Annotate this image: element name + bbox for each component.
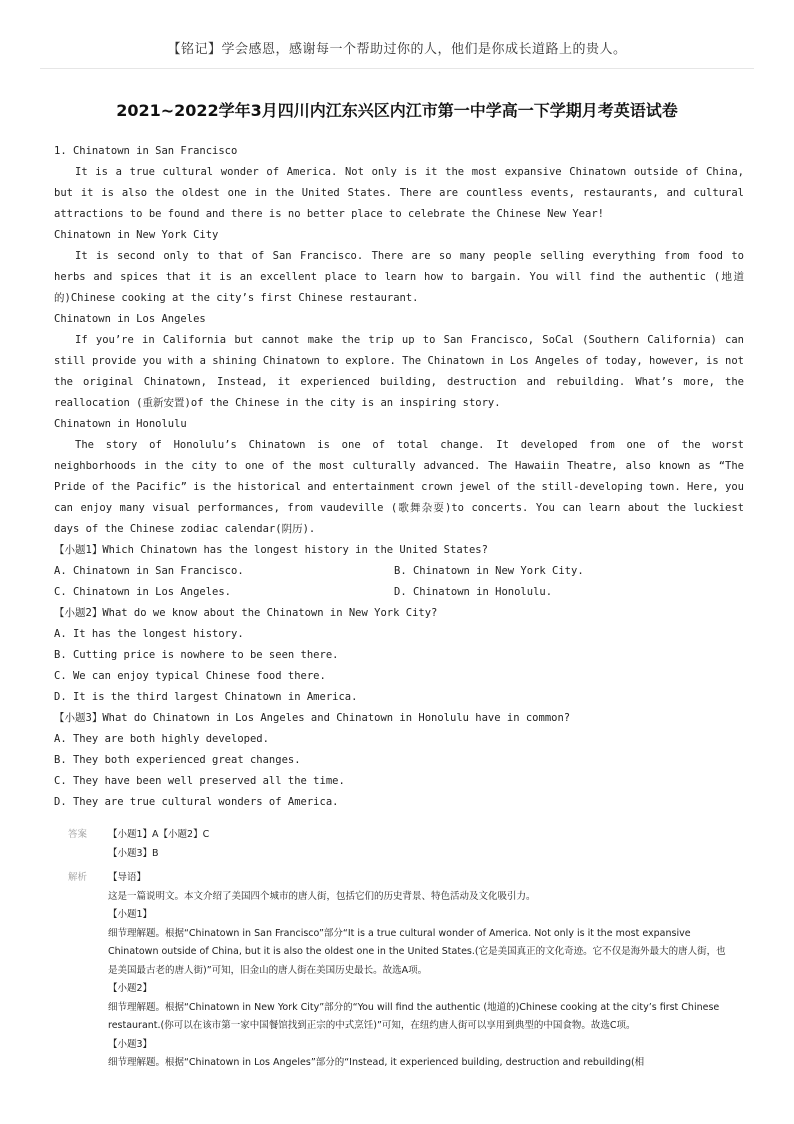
analysis-sub1-tag: 【小题1】 [108, 909, 153, 920]
passage-heading-ny: Chinatown in New York City [54, 229, 219, 241]
analysis-sub2-tag: 【小题2】 [108, 983, 153, 994]
answer-line-1: 【小题1】A【小题2】C [108, 829, 210, 840]
analysis-section [68, 869, 728, 1073]
question-1-options-row-2 [54, 582, 744, 603]
question-2-option-a[interactable]: A. It has the longest history. [54, 628, 244, 640]
analysis-label: 解析 [68, 872, 88, 883]
passage-paragraph-ny: It is second only to that of San Francisco. There are so many people selling everything from food to herbs and spices that it is an excellent place to learn how to bargain. You will find the authentic (地道的)Chinese cooking at the city’s first Chinese restaurant. [54, 250, 744, 304]
passage-paragraph-sf: It is a true cultural wonder of America. Not only is it the most expansive Chinatown outside of China, but it is also the oldest one in the United States. There are countless events, restaurants, and cultural attractions to be found and there is no better place to celebrate the Chinese New Year! [54, 166, 744, 220]
question-2-stem: 【小题2】What do we know about the Chinatown in New York City? [54, 607, 438, 619]
question-1-option-c[interactable]: C. Chinatown in Los Angeles. [54, 586, 232, 598]
passage-paragraph-la: If you’re in California but cannot make the trip up to San Francisco, SoCal (Southern California) can still provide you with a shining Chinatown to explore. The Chinatown in Los Angeles of today, however, is not the original Chinatown, Instead, it experienced building, destruction and rebuilding. What’s more, the reallocation (重新安置)of the Chinese in the city is an inspiring story. [54, 334, 744, 409]
question-content [54, 141, 744, 813]
question-2-option-b[interactable]: B. Cutting price is nowhere to be seen there. [54, 649, 339, 661]
header-motto: 【铭记】学会感恩，感谢每一个帮助过你的人，他们是你成长道路上的贵人。 [167, 42, 627, 57]
analysis-guide-tag: 【导语】 [108, 872, 147, 883]
question-1-option-a[interactable]: A. Chinatown in San Francisco. [54, 565, 244, 577]
question-1-options-row-1 [54, 561, 744, 582]
passage-heading-hnl: Chinatown in Honolulu [54, 418, 187, 430]
analysis-body [108, 869, 728, 1073]
question-2-option-d[interactable]: D. It is the third largest Chinatown in America. [54, 691, 358, 703]
passage-heading-la: Chinatown in Los Angeles [54, 313, 206, 325]
answer-line-2: 【小题3】B [108, 847, 159, 859]
analysis-guide-text: 这是一篇说明文。本文介绍了美国四个城市的唐人街，包括它们的历史背景、特色活动及文化吸引力。 [108, 890, 536, 902]
question-1-stem: 【小题1】Which Chinatown has the longest history in the United States? [54, 544, 488, 556]
question-1-option-b[interactable]: B. Chinatown in New York City. [394, 565, 584, 577]
passage-paragraph-hnl: The story of Honolulu’s Chinatown is one of total change. It developed from one of the worst neighborhoods in the city to one of the most culturally advanced. The Hawaiin Theatre, also known as “The Pride of the Pacific” is the historical and entertainment crown jewel of the still-developing town. Here, you can enjoy many visual performances, from vaudeville (歌舞杂耍)to concerts. You can learn about the luckiest days of the Chinese zodiac calendar(阴历). [54, 439, 744, 535]
page-title: 2021~2022学年3月四川内江东兴区内江市第一中学高一下学期月考英语试卷 [116, 101, 678, 120]
question-2-option-c[interactable]: C. We can enjoy typical Chinese food there. [54, 670, 326, 682]
answer-label: 答案 [68, 829, 88, 840]
answer-section [68, 826, 728, 863]
analysis-sub1-text: 细节理解题。根据“Chinatown in San Francisco”部分“It is a true cultural wonder of America. Not only is it the most expansive Chinatown outside of China, but it is also the oldest one in the United States.(它是美国真正的文化奇迹。它不仅是海外最大的唐人街，也是美国最古老的唐人街)”可知，旧金山的唐人街在美国历史最长。故选A项。 [108, 927, 726, 976]
question-3-option-d[interactable]: D. They are true cultural wonders of America. [54, 796, 339, 808]
header-divider [40, 68, 754, 69]
question-3-option-a[interactable]: A. They are both highly developed. [54, 733, 269, 745]
answer-body [108, 826, 728, 863]
question-1-option-d[interactable]: D. Chinatown in Honolulu. [394, 586, 553, 598]
question-3-option-c[interactable]: C. They have been well preserved all the time. [54, 775, 345, 787]
answer-analysis-block [68, 826, 728, 1073]
analysis-sub3-text: 细节理解题。根据“Chinatown in Los Angeles”部分的“Instead, it experienced building, destruction and rebuilding(相 [108, 1057, 645, 1068]
analysis-sub3-tag: 【小题3】 [108, 1038, 153, 1050]
question-3-option-b[interactable]: B. They both experienced great changes. [54, 754, 301, 766]
passage-heading-sf: 1. Chinatown in San Francisco [54, 145, 238, 157]
question-3-stem: 【小题3】What do Chinatown in Los Angeles and Chinatown in Honolulu have in common? [54, 712, 571, 724]
analysis-sub2-text: 细节理解题。根据“Chinatown in New York City”部分的“You will find the authentic (地道的)Chinese cooking at the city’s first Chinese restaurant.(你可以在该市第一家中国餐馆找到正宗的中式烹饪)”可知，在纽约唐人街可以享用到典型的中国食物。故选C项。 [108, 1001, 720, 1031]
